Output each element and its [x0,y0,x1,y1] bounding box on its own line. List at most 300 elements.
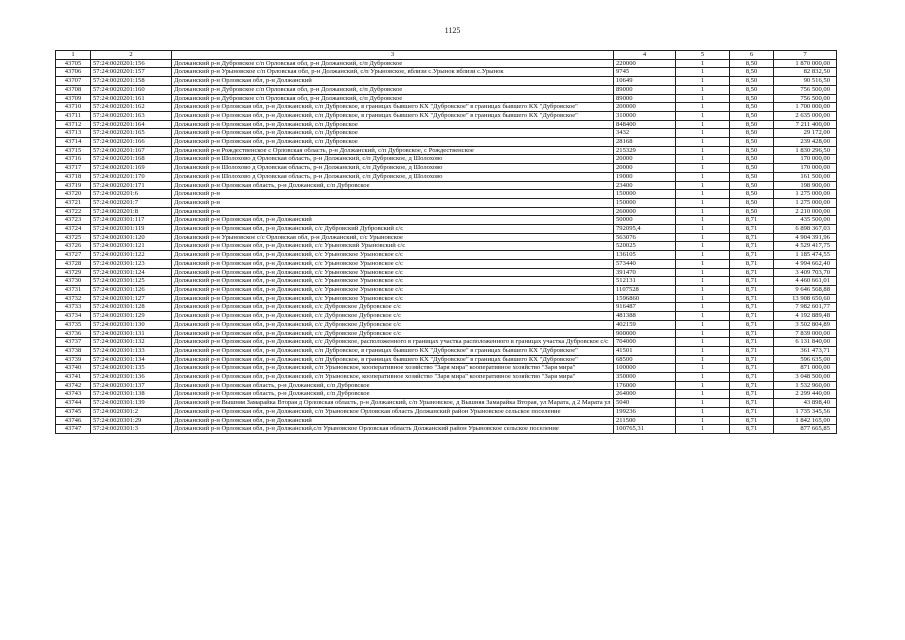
cadastral-value-cell: 3 048 500,00 [774,373,837,382]
table-row [56,233,837,242]
table-row [56,416,837,425]
table-row [56,155,837,164]
cadastral-number-cell: 57:24:0020301:139 [91,399,172,408]
area-cell: 792095,4 [614,225,676,234]
address-cell: Должанский р-н Орловская обл, р-н Должанский [172,77,614,86]
row-number-cell: 43715 [56,146,91,155]
row-number-cell: 43747 [56,425,91,434]
address-cell: Должанский р-н Орловская область, р-н Должанский, с/п Дубровское [172,381,614,390]
cadastral-value-cell: 4 994 662,40 [774,259,837,268]
cadastral-value-cell: 90 516,50 [774,77,837,86]
count-cell: 1 [676,390,730,399]
area-cell: 3432 [614,129,676,138]
area-cell: 50000 [614,216,676,225]
row-number-cell: 43736 [56,329,91,338]
count-cell: 1 [676,59,730,68]
cadastral-value-cell: 198 900,00 [774,181,837,190]
address-cell: Должанский р-н Орловская обл, р-н Должанский, с/п Дубровское, в границах бывшего КХ "Дубровское" в границах бывшего КХ "Дубровское" [172,346,614,355]
address-cell: Должанский р-н [172,190,614,199]
table-row [56,172,837,181]
cadastral-value-cell: 7 982 601,77 [774,303,837,312]
address-cell: Должанский р-н Орловская обл, р-н Должанский, с/с Урыновское Урыновское с/с [172,294,614,303]
row-number-cell: 43718 [56,172,91,181]
cadastral-value-cell: 6 898 367,03 [774,225,837,234]
column-header: 1 [56,51,91,60]
rate-cell: 8,71 [730,364,774,373]
row-number-cell: 43717 [56,164,91,173]
table-row [56,251,837,260]
table-row [56,120,837,129]
table-row [56,425,837,434]
rate-cell: 8,71 [730,303,774,312]
cadastral-number-cell: 57:24:0020301:133 [91,346,172,355]
cadastral-value-cell: 871 000,00 [774,364,837,373]
table-row [56,164,837,173]
count-cell: 1 [676,399,730,408]
area-cell: 136105 [614,251,676,260]
area-cell: 10649 [614,77,676,86]
address-cell: Должанский р-н Орловская обл, р-н Должанский, с/с Урыновское Урыновское с/с [172,251,614,260]
cadastral-number-cell: 57:24:0020201:169 [91,164,172,173]
rate-cell: 8,50 [730,94,774,103]
count-cell: 1 [676,355,730,364]
cadastral-value-cell: 4 529 417,75 [774,242,837,251]
cadastral-value-cell: 1 275 000,00 [774,190,837,199]
row-number-cell: 43724 [56,225,91,234]
rate-cell: 8,71 [730,425,774,434]
address-cell: Должанский р-н Орловская обл, р-н Должанский, с/п Дубровское, в границах бывшего КХ "Дубровское" в границах бывшего КХ "Дубровское" [172,355,614,364]
row-number-cell: 43712 [56,120,91,129]
count-cell: 1 [676,285,730,294]
table-row [56,338,837,347]
address-cell: Должанский р-н Шолохово д Орловская область, р-н Должанский, с/п Дубровское, д Шолохово [172,172,614,181]
area-cell: 150000 [614,198,676,207]
address-cell: Должанский р-н Орловская обл, р-н Должанский, с/с Дубровское, расположенного в границах участка расположенного в границах участка Дубровское с/с [172,338,614,347]
table-row [56,225,837,234]
address-cell: Должанский р-н Орловская обл, р-н Должанский, с/п Дубровское [172,129,614,138]
table-row [56,190,837,199]
count-cell: 1 [676,277,730,286]
area-cell: 100765,31 [614,425,676,434]
rate-cell: 8,71 [730,329,774,338]
cadastral-number-cell: 57:24:0020201:6 [91,190,172,199]
cadastral-value-cell: 3 502 804,89 [774,320,837,329]
rate-cell: 8,50 [730,68,774,77]
table-header-row [56,51,837,60]
cadastral-number-cell: 57:24:0020301:120 [91,233,172,242]
cadastral-value-cell: 2 299 440,00 [774,390,837,399]
row-number-cell: 43734 [56,312,91,321]
rate-cell: 8,71 [730,373,774,382]
rate-cell: 8,71 [730,294,774,303]
area-cell: 41501 [614,346,676,355]
area-cell: 23400 [614,181,676,190]
cadastral-number-cell: 57:24:0020201:166 [91,138,172,147]
area-cell: 573440 [614,259,676,268]
count-cell: 1 [676,181,730,190]
row-number-cell: 43726 [56,242,91,251]
area-cell: 176000 [614,381,676,390]
rate-cell: 8,71 [730,251,774,260]
column-header: 4 [614,51,676,60]
cadastral-number-cell: 57:24:0020201:163 [91,111,172,120]
row-number-cell: 43743 [56,390,91,399]
row-number-cell: 43723 [56,216,91,225]
rate-cell: 8,71 [730,320,774,329]
cadastral-number-cell: 57:24:0020301:138 [91,390,172,399]
registry-table [55,50,837,434]
address-cell: Должанский р-н Орловская обл, р-н Должанский, с/п Дубровское [172,120,614,129]
area-cell: 28168 [614,138,676,147]
row-number-cell: 43746 [56,416,91,425]
rate-cell: 8,71 [730,233,774,242]
rate-cell: 8,71 [730,416,774,425]
cadastral-value-cell: 7 211 400,00 [774,120,837,129]
count-cell: 1 [676,268,730,277]
rate-cell: 8,71 [730,216,774,225]
count-cell: 1 [676,146,730,155]
table-row [56,94,837,103]
column-header: 6 [730,51,774,60]
table-row [56,181,837,190]
count-cell: 1 [676,233,730,242]
address-cell: Должанский р-н [172,198,614,207]
rate-cell: 8,71 [730,355,774,364]
row-number-cell: 43729 [56,268,91,277]
cadastral-value-cell: 3 409 703,70 [774,268,837,277]
cadastral-value-cell: 756 500,00 [774,85,837,94]
page-number: 1125 [444,26,461,35]
row-number-cell: 43710 [56,103,91,112]
table-row [56,198,837,207]
address-cell: Должанский р-н Орловская обл, р-н Должанский, с/с Урыновское Урыновское с/с [172,277,614,286]
area-cell: 220000 [614,59,676,68]
rate-cell: 8,50 [730,85,774,94]
row-number-cell: 43707 [56,77,91,86]
address-cell: Должанский р-н Орловская обл, р-н Должанский, с/с Урыновский Урыновский с/с [172,242,614,251]
area-cell: 848400 [614,120,676,129]
cadastral-number-cell: 57:24:0020301:123 [91,259,172,268]
table-row [56,277,837,286]
address-cell: Должанский р-н Орловская обл, р-н Должанский, с/с Дубровское Дубровское с/с [172,329,614,338]
address-cell: Должанский р-н Орловская обл, р-н Должанский, с/с Урыновское Урыновское с/с [172,268,614,277]
table-row [56,68,837,77]
count-cell: 1 [676,407,730,416]
rate-cell: 8,71 [730,259,774,268]
row-number-cell: 43740 [56,364,91,373]
cadastral-number-cell: 57:24:0020201:8 [91,207,172,216]
address-cell: Должанский р-н Дубровское с/п Орловская обл, р-н Должанский, с/п Дубровское [172,59,614,68]
count-cell: 1 [676,68,730,77]
address-cell: Должанский р-н Рождественское с Орловская область, р-н Должанский, с/п Дубровское, с Рождественское [172,146,614,155]
row-number-cell: 43709 [56,94,91,103]
cadastral-number-cell: 57:24:0020201:168 [91,155,172,164]
table-row [56,146,837,155]
cadastral-value-cell: 1 185 474,55 [774,251,837,260]
cadastral-value-cell: 4 904 391,96 [774,233,837,242]
cadastral-number-cell: 57:24:0020201:7 [91,198,172,207]
rate-cell: 8,71 [730,277,774,286]
cadastral-value-cell: 4 192 889,48 [774,312,837,321]
table-row [56,129,837,138]
address-cell: Должанский р-н Урыновское с/п Орловская обл, р-н Должанский, с/п Урыновское, вблизи с.Урынок вблизи с.Урынок [172,68,614,77]
table-row [56,259,837,268]
count-cell: 1 [676,172,730,181]
area-cell: 89000 [614,94,676,103]
count-cell: 1 [676,425,730,434]
row-number-cell: 43714 [56,138,91,147]
cadastral-value-cell: 13 908 650,60 [774,294,837,303]
row-number-cell: 43722 [56,207,91,216]
rate-cell: 8,71 [730,346,774,355]
cadastral-number-cell: 57:24:0020301:124 [91,268,172,277]
row-number-cell: 43744 [56,399,91,408]
rate-cell: 8,71 [730,242,774,251]
cadastral-value-cell: 361 473,71 [774,346,837,355]
address-cell: Должанский р-н Урыновское с/с Орловская обл, р-н Должанский, с/с Урыновское [172,233,614,242]
rate-cell: 8,71 [730,338,774,347]
cadastral-number-cell: 57:24:0020201:160 [91,85,172,94]
cadastral-value-cell: 9 646 568,88 [774,285,837,294]
address-cell: Должанский р-н Орловская область, р-н Должанский, с/п Дубровское [172,390,614,399]
cadastral-number-cell: 57:24:0020301:130 [91,320,172,329]
rate-cell: 8,50 [730,181,774,190]
count-cell: 1 [676,225,730,234]
count-cell: 1 [676,190,730,199]
count-cell: 1 [676,207,730,216]
cadastral-number-cell: 57:24:0020301:3 [91,425,172,434]
address-cell: Должанский р-н Орловская обл, р-н Должанский, с/п Дубровское, в границах бывшего КХ "Дубровское" в границах бывшего КХ "Дубровское" [172,111,614,120]
area-cell: 704000 [614,338,676,347]
cadastral-value-cell: 1 735 345,56 [774,407,837,416]
area-cell: 1596860 [614,294,676,303]
row-number-cell: 43725 [56,233,91,242]
address-cell: Должанский р-н Орловская обл, р-н Должанский, с/с Дубровское Дубровское с/с [172,303,614,312]
column-header: 7 [774,51,837,60]
cadastral-number-cell: 57:24:0020301:129 [91,312,172,321]
table-row [56,285,837,294]
rate-cell: 8,71 [730,399,774,408]
cadastral-number-cell: 57:24:0020201:158 [91,77,172,86]
table-row [56,399,837,408]
address-cell: Должанский р-н [172,207,614,216]
count-cell: 1 [676,251,730,260]
cadastral-number-cell: 57:24:0020201:161 [91,94,172,103]
table-row [56,268,837,277]
cadastral-value-cell: 161 500,00 [774,172,837,181]
row-number-cell: 43720 [56,190,91,199]
row-number-cell: 43708 [56,85,91,94]
address-cell: Должанский р-н Дубровское с/п Орловская обл, р-н Должанский, с/п Дубровское [172,85,614,94]
area-cell: 260000 [614,207,676,216]
cadastral-number-cell: 57:24:0020301:2 [91,407,172,416]
count-cell: 1 [676,416,730,425]
row-number-cell: 43741 [56,373,91,382]
area-cell: 211500 [614,416,676,425]
cadastral-value-cell: 596 635,00 [774,355,837,364]
table-row [56,103,837,112]
address-cell: Должанский р-н Орловская обл, р-н Должанский, с/с Урыновское Урыновское с/с [172,285,614,294]
table-row [56,242,837,251]
rate-cell: 8,71 [730,390,774,399]
count-cell: 1 [676,294,730,303]
cadastral-value-cell: 2 635 000,00 [774,111,837,120]
row-number-cell: 43719 [56,181,91,190]
cadastral-value-cell: 435 500,00 [774,216,837,225]
area-cell: 264000 [614,390,676,399]
cadastral-number-cell: 57:24:0020201:167 [91,146,172,155]
area-cell: 199236 [614,407,676,416]
address-cell: Должанский р-н Орловская обл, р-н Должанский, с/п Урыновское, кооперативное хозяйство "Заря мира" кооперативное хозяйство "Заря мира" [172,364,614,373]
cadastral-value-cell: 4 460 661,01 [774,277,837,286]
table-row [56,59,837,68]
cadastral-value-cell: 1 842 165,00 [774,416,837,425]
address-cell: Должанский р-н Дубровское с/п Орловская обл, р-н Должанский, с/п Дубровское [172,94,614,103]
row-number-cell: 43731 [56,285,91,294]
area-cell: 916487 [614,303,676,312]
area-cell: 150000 [614,190,676,199]
cadastral-number-cell: 57:24:0020301:29 [91,416,172,425]
cadastral-value-cell: 170 000,00 [774,164,837,173]
rate-cell: 8,71 [730,381,774,390]
table-row [56,373,837,382]
row-number-cell: 43738 [56,346,91,355]
count-cell: 1 [676,364,730,373]
table-row [56,381,837,390]
count-cell: 1 [676,373,730,382]
rate-cell: 8,71 [730,407,774,416]
address-cell: Должанский р-н Орловская обл, р-н Должанский,с/п Урыновское Орловская область Должанский район Урыновское сельское поселение [172,425,614,434]
table-row [56,312,837,321]
rate-cell: 8,50 [730,129,774,138]
cadastral-number-cell: 57:24:0020201:156 [91,59,172,68]
row-number-cell: 43713 [56,129,91,138]
rate-cell: 8,50 [730,198,774,207]
cadastral-number-cell: 57:24:0020301:131 [91,329,172,338]
cadastral-number-cell: 57:24:0020301:117 [91,216,172,225]
row-number-cell: 43735 [56,320,91,329]
row-number-cell: 43742 [56,381,91,390]
area-cell: 512131 [614,277,676,286]
cadastral-value-cell: 1 275 000,00 [774,198,837,207]
area-cell: 563076 [614,233,676,242]
count-cell: 1 [676,216,730,225]
cadastral-number-cell: 57:24:0020301:119 [91,225,172,234]
cadastral-value-cell: 7 839 000,00 [774,329,837,338]
area-cell: 100000 [614,364,676,373]
table-row [56,85,837,94]
cadastral-value-cell: 6 131 840,00 [774,338,837,347]
area-cell: 310000 [614,111,676,120]
cadastral-value-cell: 1 830 296,50 [774,146,837,155]
address-cell: Должанский р-н Орловская обл, р-н Должанский [172,416,614,425]
row-number-cell: 43727 [56,251,91,260]
address-cell: Должанский р-н Орловская обл, р-н Должанский, с/с Урыновское Урыновское с/с [172,259,614,268]
cadastral-number-cell: 57:24:0020301:126 [91,285,172,294]
rate-cell: 8,50 [730,111,774,120]
table-row [56,77,837,86]
cadastral-number-cell: 57:24:0020201:162 [91,103,172,112]
row-number-cell: 43711 [56,111,91,120]
cadastral-value-cell: 877 665,85 [774,425,837,434]
cadastral-number-cell: 57:24:0020301:132 [91,338,172,347]
table-row [56,364,837,373]
address-cell: Должанский р-н Орловская область, р-н Должанский, с/п Дубровское [172,181,614,190]
area-cell: 20000 [614,155,676,164]
area-cell: 481388 [614,312,676,321]
cadastral-number-cell: 57:24:0020301:122 [91,251,172,260]
rate-cell: 8,71 [730,225,774,234]
table-row [56,303,837,312]
row-number-cell: 43745 [56,407,91,416]
table-row [56,294,837,303]
area-cell: 68500 [614,355,676,364]
count-cell: 1 [676,312,730,321]
cadastral-number-cell: 57:24:0020301:134 [91,355,172,364]
count-cell: 1 [676,381,730,390]
address-cell: Должанский р-н Шолохово д Орловская область, р-н Должанский, с/п Дубровское, д Шолохово [172,164,614,173]
area-cell: 200000 [614,103,676,112]
cadastral-value-cell: 2 210 000,00 [774,207,837,216]
cadastral-number-cell: 57:24:0020301:125 [91,277,172,286]
rate-cell: 8,50 [730,138,774,147]
table-row [56,346,837,355]
table-row [56,390,837,399]
rate-cell: 8,50 [730,172,774,181]
rate-cell: 8,71 [730,312,774,321]
address-cell: Должанский р-н Орловская обл, р-н Должанский [172,216,614,225]
table-row [56,138,837,147]
cadastral-number-cell: 57:24:0020301:136 [91,373,172,382]
cadastral-number-cell: 57:24:0020201:171 [91,181,172,190]
count-cell: 1 [676,198,730,207]
column-header: 2 [91,51,172,60]
rate-cell: 8,50 [730,120,774,129]
area-cell: 9745 [614,68,676,77]
row-number-cell: 43732 [56,294,91,303]
address-cell: Должанский р-н Орловская обл, р-н Должанский, с/п Дубровское [172,138,614,147]
row-number-cell: 43705 [56,59,91,68]
table-row [56,355,837,364]
count-cell: 1 [676,242,730,251]
area-cell: 402159 [614,320,676,329]
count-cell: 1 [676,120,730,129]
count-cell: 1 [676,320,730,329]
cadastral-number-cell: 57:24:0020201:165 [91,129,172,138]
row-number-cell: 43716 [56,155,91,164]
address-cell: Должанский р-н Орловская обл, р-н Должанский, с/п Урыновское, кооперативное хозяйство "Заря мира" кооперативное хозяйство "Заря мира" [172,373,614,382]
area-cell: 89000 [614,85,676,94]
cadastral-number-cell: 57:24:0020201:164 [91,120,172,129]
rate-cell: 8,50 [730,77,774,86]
rate-cell: 8,71 [730,268,774,277]
cadastral-value-cell: 1 870 000,00 [774,59,837,68]
cadastral-number-cell: 57:24:0020301:135 [91,364,172,373]
address-cell: Должанский р-н Вышняя Замарайка Вторая д Орловская область, р-н Должанский, с/п Урыновское, д Вышняя Замарайка Вторая, ул Марата, д 2 Марата ул [172,399,614,408]
table-row [56,320,837,329]
column-header: 3 [172,51,614,60]
table-row [56,207,837,216]
count-cell: 1 [676,77,730,86]
row-number-cell: 43737 [56,338,91,347]
area-cell: 350000 [614,373,676,382]
rate-cell: 8,50 [730,155,774,164]
rate-cell: 8,50 [730,207,774,216]
count-cell: 1 [676,85,730,94]
table-row [56,216,837,225]
address-cell: Должанский р-н Орловская обл, р-н Должанский, с/с Дубровское Дубровское с/с [172,320,614,329]
cadastral-number-cell: 57:24:0020201:157 [91,68,172,77]
